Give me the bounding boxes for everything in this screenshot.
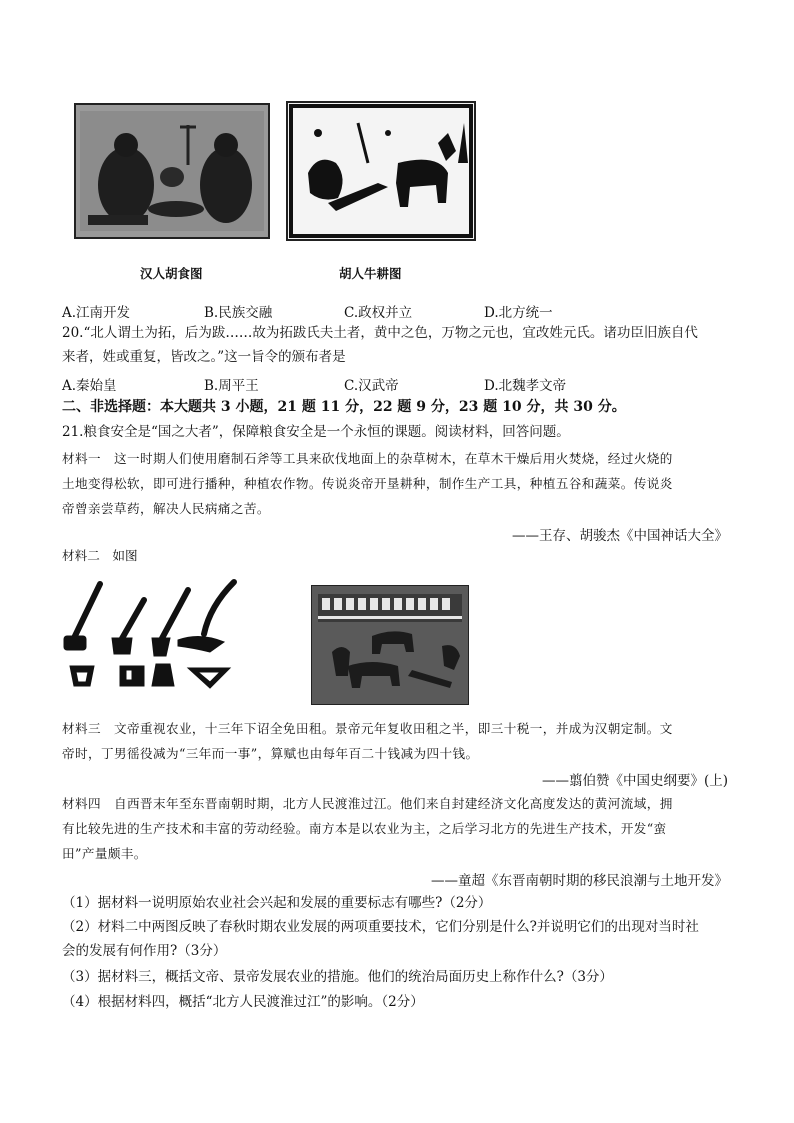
hu-people-ox-plough-image: [286, 101, 476, 241]
q20-option-b: B.周平王: [204, 378, 259, 394]
material4-line2: 有比较先进的生产技术和丰富的劳动经验。南方本是以农业为主，之后学习北方的先进生产技术，开发“蛮: [62, 821, 667, 836]
material1-line1: 材料一 这一时期人们使用磨制石斧等工具来砍伐地面上的杂草树木，在草木干燥后用火焚烧，经过火烧的: [62, 451, 673, 466]
ox-plough-relief-image: [311, 585, 469, 705]
q21-intro: 21.粮食安全是“国之大者”，保障粮食安全是一个永恒的课题。阅读材料，回答问题。: [62, 424, 570, 440]
material1-source: ——王存、胡骏杰《中国神话大全》: [512, 528, 728, 544]
material2-label: 材料二 如图: [62, 548, 138, 563]
material4-source: ——童超《东晋南朝时期的移民浪潮与土地开发》: [431, 873, 728, 889]
q20-stem-line2: 来者，姓或重复，皆改之。”这一旨令的颁布者是: [62, 349, 346, 365]
material3-line1: 材料三 文帝重视农业，十三年下诏全免田租。景帝元年复收田租之半，即三十税一，并成为汉朝定制。文: [62, 721, 673, 736]
q21-sub2-line1: （2）材料二中两图反映了春秋时期农业发展的两项重要技术，它们分别是什么?并说明它们的出现对当时社: [62, 919, 699, 935]
iron-farm-tools-illustration: [60, 576, 240, 694]
material3-source: ——翦伯赞《中国史纲要》(上): [541, 773, 728, 789]
section2-heading: 二、非选择题：本大题共 3 小题，21 题 11 分，22 题 9 分，23 题 10 分，共 30 分。: [62, 399, 626, 415]
ox-plough-relief-illustration: [312, 586, 468, 704]
q21-sub4: （4）根据材料四，概括“北方人民渡淮过江”的影响。（2分）: [62, 994, 424, 1010]
hu-people-ox-plough-illustration: [288, 103, 474, 239]
q20-option-d: D.北魏孝文帝: [484, 378, 567, 394]
material4-line1: 材料四 自西晋末年至东晋南朝时期，北方人民渡淮过江。他们来自封建经济文化高度发达的黄河流域，拥: [62, 796, 673, 811]
iron-farm-tools-image: [60, 576, 240, 694]
material1-line2: 土地变得松软，即可进行播种，种植农作物。传说炎帝开垦耕种，制作生产工具，种植五谷和蔬菜。传说炎: [62, 476, 673, 491]
q21-sub3: （3）据材料三，概括文帝、景帝发展农业的措施。他们的统治局面历史上称作什么?（3分）: [62, 969, 613, 985]
q19-option-d: D.北方统一: [484, 305, 553, 321]
q19-option-b: B.民族交融: [204, 305, 273, 321]
material1-line3: 帝曾亲尝草药，解决人民病痛之苦。: [62, 501, 270, 516]
han-people-hu-food-illustration: [76, 105, 268, 237]
q20-option-c: C.汉武帝: [344, 378, 399, 394]
q21-sub2-line2: 会的发展有何作用?（3分）: [62, 943, 227, 959]
q19-option-c: C.政权并立: [344, 305, 413, 321]
material3-line2: 帝时，丁男徭役减为“三年而一事”，算赋也由每年百二十钱减为四十钱。: [62, 746, 479, 761]
q20-stem-line1: 20.“北人谓土为拓，后为跋……故为拓跋氏夫土者，黄中之色，万物之元也，宜改姓元氏。诸功臣旧族自代: [62, 325, 698, 341]
hu-people-ox-plough-caption: 胡人牛耕图: [339, 266, 402, 281]
han-people-hu-food-image: [74, 103, 270, 239]
q20-option-a: A.秦始皇: [62, 378, 117, 394]
han-people-hu-food-caption: 汉人胡食图: [140, 266, 203, 281]
material4-line3: 田”产量颇丰。: [62, 846, 147, 861]
q19-option-a: A.江南开发: [62, 305, 131, 321]
q21-sub1: （1）据材料一说明原始农业社会兴起和发展的重要标志有哪些?（2分）: [62, 895, 492, 911]
